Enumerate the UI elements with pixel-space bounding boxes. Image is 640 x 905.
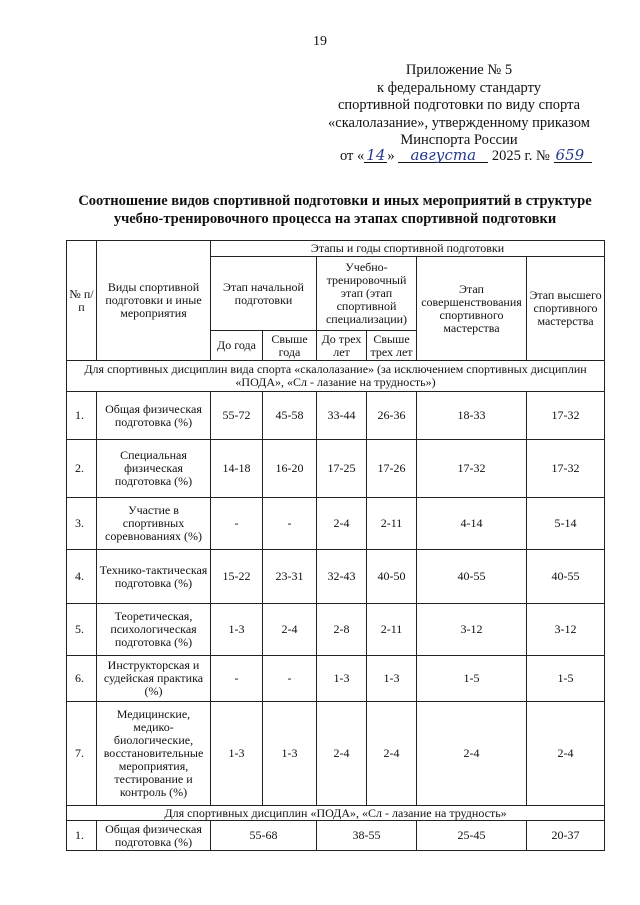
row-number: 4. [67, 550, 97, 604]
cell: 18-33 [417, 392, 527, 440]
cell: 2-4 [317, 702, 367, 806]
cell: 20-37 [527, 821, 605, 851]
cell: 33-44 [317, 392, 367, 440]
row-number: 2. [67, 440, 97, 498]
handwritten-order-number: 659 [554, 148, 592, 163]
subheader-over-year: Свыше года [263, 331, 317, 361]
subheader-up-to-three: До трех лет [317, 331, 367, 361]
row-number: 3. [67, 498, 97, 550]
cell: 40-55 [417, 550, 527, 604]
cell: 55-72 [211, 392, 263, 440]
header-type: Виды спортивной подготовки и иные мероприятия [97, 241, 211, 361]
cell: 2-11 [367, 604, 417, 656]
row-name: Участие в спортивных соревнованиях (%) [97, 498, 211, 550]
row-number: 6. [67, 656, 97, 702]
cell: 1-3 [263, 702, 317, 806]
header-number: № п/п [67, 241, 97, 361]
cell: - [263, 498, 317, 550]
title-line: Соотношение видов спортивной подготовки и иных мероприятий в структуре [78, 193, 592, 209]
cell: 1-3 [211, 604, 263, 656]
appendix-line: Приложение № 5 [405, 62, 513, 78]
cell: 4-14 [417, 498, 527, 550]
cell: 2-8 [317, 604, 367, 656]
header-initial-stage: Этап начальной подготовки [211, 257, 317, 331]
header-stages: Этапы и годы спортивной подготовки [211, 241, 605, 257]
document-title [40, 192, 630, 228]
appendix-line: к федеральному стандарту [377, 79, 541, 96]
cell: 1-3 [367, 656, 417, 702]
cell: 17-32 [527, 392, 605, 440]
row-number: 1. [67, 821, 97, 851]
row-number: 7. [67, 702, 97, 806]
row-name: Специальная физическая подготовка (%) [97, 440, 211, 498]
table-row [67, 498, 605, 550]
cell: 25-45 [417, 821, 527, 851]
appendix-line: «скалолазание», утвержденному приказом [328, 114, 590, 131]
cell: 17-32 [527, 440, 605, 498]
date-prefix: от « [340, 148, 365, 164]
row-name: Медицинские, медико-биологические, восстановительные мероприятия, тестирование и контроль (%) [97, 702, 211, 806]
header-improvement-stage: Этап совершенствования спортивного мастерства [417, 257, 527, 361]
table-row [67, 821, 605, 851]
header-higher-stage: Этап высшего спортивного мастерства [527, 257, 605, 361]
table-row [67, 604, 605, 656]
cell: 26-36 [367, 392, 417, 440]
subheader-up-to-year: До года [211, 331, 263, 361]
row-name: Технико-тактическая подготовка (%) [97, 550, 211, 604]
row-name: Теоретическая, психологическая подготовка (%) [97, 604, 211, 656]
appendix-line: Минспорта России [400, 132, 518, 148]
cell: 15-22 [211, 550, 263, 604]
section-heading: Для спортивных дисциплин вида спорта «скалолазание» (за исключением спортивных дисциплин «ПОДА», «Сл - лазание на трудность») [67, 361, 605, 392]
section-heading: Для спортивных дисциплин «ПОДА», «Сл - лазание на трудность» [67, 806, 605, 821]
table-row [67, 550, 605, 604]
table-row [67, 702, 605, 806]
cell: 16-20 [263, 440, 317, 498]
cell: 32-43 [317, 550, 367, 604]
cell: 5-14 [527, 498, 605, 550]
cell: 2-4 [317, 498, 367, 550]
cell: 1-5 [527, 656, 605, 702]
cell: 2-4 [417, 702, 527, 806]
cell: 1-3 [317, 656, 367, 702]
training-ratio-table [66, 240, 605, 851]
handwritten-day: 14 [366, 146, 386, 164]
date-day-suffix: » [387, 148, 395, 164]
subheader-over-three: Свыше трех лет [367, 331, 417, 361]
cell: 1-3 [211, 702, 263, 806]
cell: 2-4 [527, 702, 605, 806]
cell: 2-4 [263, 604, 317, 656]
cell: 17-26 [367, 440, 417, 498]
page-number: 19 [313, 34, 327, 49]
cell: 3-12 [527, 604, 605, 656]
date-year: 2025 г. № [491, 148, 550, 164]
cell: 17-25 [317, 440, 367, 498]
row-name: Общая физическая подготовка (%) [97, 821, 211, 851]
cell: - [211, 656, 263, 702]
title-line: учебно-тренировочного процесса на этапах спортивной подготовки [113, 211, 557, 227]
cell: 2-11 [367, 498, 417, 550]
cell: 40-50 [367, 550, 417, 604]
table-row [67, 392, 605, 440]
cell: 40-55 [527, 550, 605, 604]
row-number: 5. [67, 604, 97, 656]
cell: 2-4 [367, 702, 417, 806]
row-number: 1. [67, 392, 97, 440]
cell: 55-68 [211, 821, 317, 851]
header-training-stage: Учебно-тренировочный этап (этап спортивной специализации) [317, 257, 417, 331]
cell: 17-32 [417, 440, 527, 498]
row-name: Инструкторская и судейская практика (%) [97, 656, 211, 702]
table-row [67, 656, 605, 702]
handwritten-month: августа [398, 148, 488, 163]
cell: 3-12 [417, 604, 527, 656]
cell: - [263, 656, 317, 702]
cell: - [211, 498, 263, 550]
cell: 14-18 [211, 440, 263, 498]
row-name: Общая физическая подготовка (%) [97, 392, 211, 440]
table-row [67, 440, 605, 498]
order-date-line [340, 148, 592, 165]
cell: 38-55 [317, 821, 417, 851]
cell: 23-31 [263, 550, 317, 604]
appendix-line: спортивной подготовки по виду спорта [337, 97, 581, 113]
cell: 1-5 [417, 656, 527, 702]
cell: 45-58 [263, 392, 317, 440]
appendix-block [314, 62, 604, 150]
